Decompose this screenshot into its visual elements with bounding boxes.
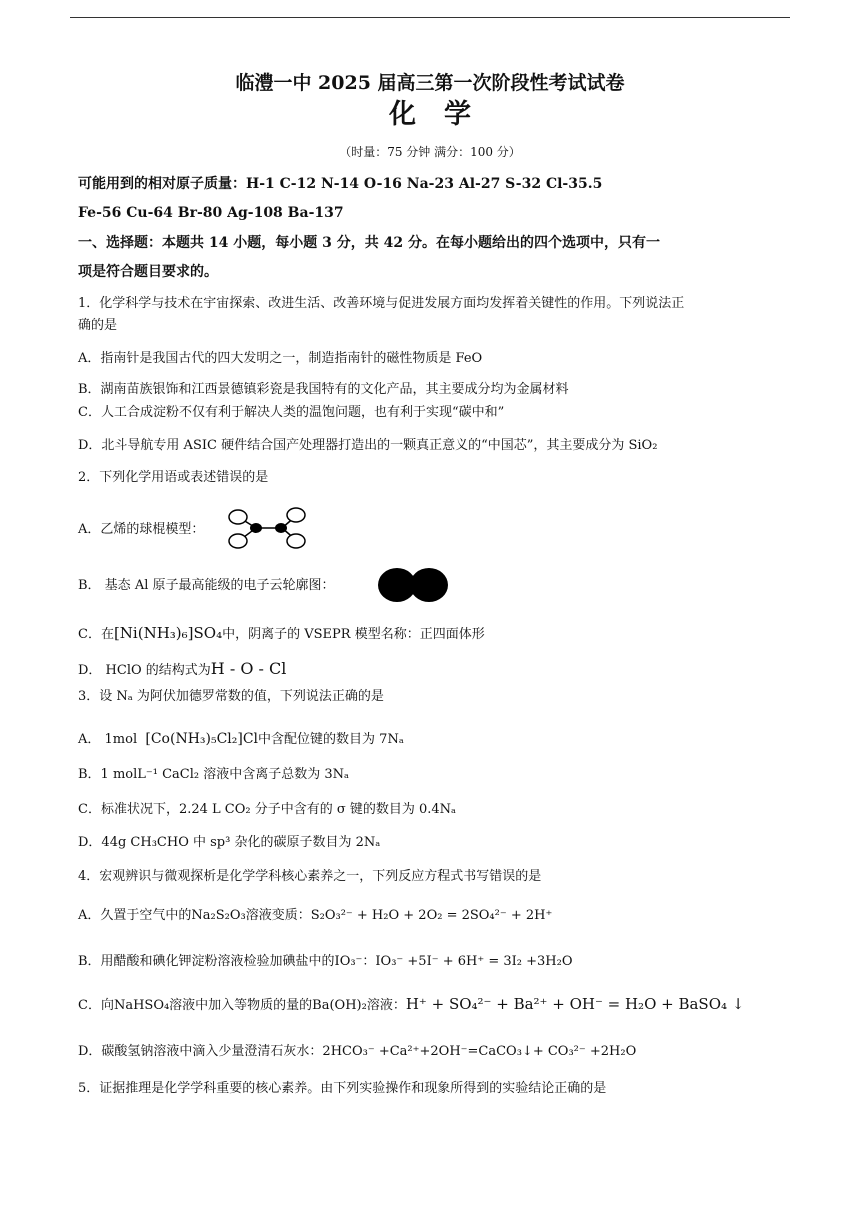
q1-option-c: C．人工合成淀粉不仅有利于解决人类的温饱问题，也有利于实现“碳中和” [78, 405, 505, 420]
q3-option-b: B．1 molL⁻¹ CaCl₂ 溶液中含离子总数为 3Nₐ [78, 767, 350, 782]
q4-c-prefix: C．向NaHSO₄溶液中加入等物质的量的Ba(OH)₂溶液： [78, 998, 406, 1013]
q1-stem-line-1: 1．化学科学与技术在宇宙探索、改进生活、改善环境与促进发展方面均发挥着关键性的作用。下列说法正 [78, 296, 685, 311]
q2-option-b: B． 基态 Al 原子最高能级的电子云轮廓图： [78, 578, 335, 593]
q1-option-d: D．北斗导航专用 ASIC 硬件结合国产处理器打造出的一颗真正意义的“中国芯”，其主要成分为 SiO₂ [78, 438, 658, 453]
p-orbital-dumbbell-image [378, 568, 448, 602]
q4-option-c [78, 995, 744, 1015]
atomic-mass-line-1: 可能用到的相对原子质量：H-1 C-12 N-14 O-16 Na-23 Al-27 S-32 Cl-35.5 [78, 176, 603, 192]
q2-option-c [78, 624, 485, 644]
q3-option-a [78, 730, 404, 749]
q3-stem: 3．设 Nₐ 为阿伏加德罗常数的值，下列说法正确的是 [78, 689, 384, 704]
subject-title: 化学 [389, 99, 499, 130]
q2-d-formula: H - O - Cl [210, 659, 287, 678]
q2-option-a: A．乙烯的球棍模型： [78, 522, 205, 537]
section-heading-line-2: 项是符合题目要求的。 [78, 264, 218, 280]
q1-stem-line-2: 确的是 [78, 318, 118, 333]
q3-a-prefix: A． 1mol [78, 732, 138, 747]
ethylene-ball-stick-model [226, 504, 310, 552]
q4-option-b: B．用醋酸和碘化钾淀粉溶液检验加碘盐中的IO₃⁻：IO₃⁻ +5I⁻ + 6H⁺ = 3I₂ +3H₂O [78, 954, 573, 969]
q4-stem: 4．宏观辨识与微观探析是化学学科核心素养之一，下列反应方程式书写错误的是 [78, 869, 542, 884]
section-heading-line-1: 一、选择题：本题共 14 小题，每小题 3 分，共 42 分。在每小题给出的四个选项中，只有一 [78, 235, 660, 251]
q1-option-b: B．湖南苗族银饰和江西景德镇彩瓷是我国特有的文化产品，其主要成分均为金属材料 [78, 382, 569, 397]
exam-title: 临澧一中 2025 届高三第一次阶段性考试试卷 [235, 72, 625, 94]
q3-a-suffix: 中含配位键的数目为 7Nₐ [258, 732, 404, 747]
q2-c-prefix: C．在 [78, 627, 114, 642]
q3-option-d: D．44g CH₃CHO 中 sp³ 杂化的碳原子数目为 2Nₐ [78, 835, 381, 850]
q2-d-prefix: D． HClO 的结构式为 [78, 663, 211, 678]
q4-c-equation: H⁺ + SO₄²⁻ + Ba²⁺ + OH⁻ = H₂O + BaSO₄ ↓ [405, 995, 745, 1013]
q2-c-formula: [Ni(NH₃)₆]SO₄ [113, 624, 223, 642]
atomic-mass-line-2: Fe-56 Cu-64 Br-80 Ag-108 Ba-137 [78, 205, 344, 221]
top-rule [70, 17, 790, 18]
q5-stem: 5．证据推理是化学学科重要的核心素养。由下列实验操作和现象所得到的实验结论正确的是 [78, 1081, 607, 1096]
q2-option-d [78, 660, 286, 680]
q4-option-d: D．碳酸氢钠溶液中滴入少量澄清石灰水：2HCO₃⁻ +Ca²⁺+2OH⁻=CaCO₃↓+ CO₃²⁻ +2H₂O [78, 1044, 637, 1059]
q1-option-a: A．指南针是我国古代的四大发明之一，制造指南针的磁性物质是 FeO [78, 351, 483, 366]
exam-meta: （时量：75 分钟 满分：100 分） [339, 145, 521, 159]
q2-stem: 2．下列化学用语或表述错误的是 [78, 470, 269, 485]
q3-option-c: C．标准状况下，2.24 L CO₂ 分子中含有的 σ 键的数目为 0.4Nₐ [78, 802, 457, 817]
q3-a-formula: [Co(NH₃)₅Cl₂]Cl [145, 731, 259, 747]
q4-option-a: A．久置于空气中的Na₂S₂O₃溶液变质：S₂O₃²⁻ + H₂O + 2O₂ = 2SO₄²⁻ + 2H⁺ [78, 908, 553, 923]
q2-c-suffix: 中，阴离子的 VSEPR 模型名称：正四面体形 [222, 627, 485, 642]
